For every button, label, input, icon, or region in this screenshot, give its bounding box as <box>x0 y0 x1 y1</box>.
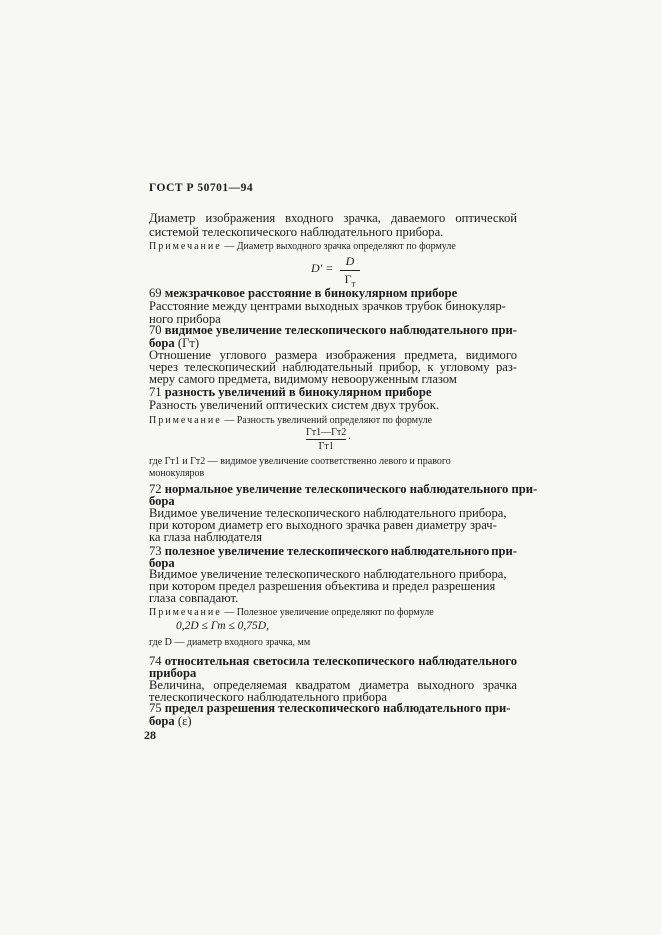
term-title-part: бора <box>149 336 175 350</box>
note-text: — Разность увеличений определяют по формуле <box>221 415 433 426</box>
term-title: предел разрешения телескопического наблюдательного при- <box>164 701 511 715</box>
definition-line: Видимое увеличение телескопического наблюдательного прибора, <box>149 506 507 520</box>
definition-line: Разность увеличений оптических систем двух трубок. <box>149 398 440 412</box>
term-title-part: светосила <box>252 654 310 668</box>
term-number: 69 <box>149 286 162 300</box>
paragraph-line: Диаметр изображения входного зрачка, даваемого оптической <box>149 211 517 225</box>
formula-denominator: $Г_т$ <box>344 272 356 289</box>
note-text: — Полезное увеличение определяют по формуле <box>221 607 434 618</box>
note-label: Примечание <box>149 607 222 618</box>
note-label: Примечание <box>149 415 222 426</box>
term-title-part: телескопического <box>313 654 415 668</box>
term-number: 71 <box>149 385 162 399</box>
note-line: где D — диаметр входного зрачка, мм <box>149 637 311 648</box>
document-header: ГОСТ Р 50701—94 <box>149 182 254 194</box>
fraction-bar <box>340 270 360 271</box>
formula-numerator: D <box>345 254 355 268</box>
term-title: межзрачковое расстояние в бинокулярном приборе <box>164 286 458 300</box>
definition-line: Отношение углового размера изображения предмета, видимого <box>149 348 517 362</box>
definition-line: ка глаза наблюдателя <box>149 530 263 544</box>
formula-lhs: D′ = <box>311 261 334 275</box>
term-number: 74 <box>149 654 162 668</box>
definition-line: Видимое увеличение телескопического наблюдательного прибора, <box>149 567 507 581</box>
note-line <box>149 240 456 253</box>
fraction-bar <box>306 439 346 440</box>
term-number: 75 <box>149 701 162 715</box>
term-70 <box>149 322 517 338</box>
term-symbol: (ε) <box>177 714 192 728</box>
formula-numerator: Гт1—Гт2 <box>306 427 347 438</box>
term-title-part: наблюдательного <box>390 544 490 558</box>
term-title: разность увеличений в бинокулярном приборе <box>164 385 432 399</box>
term-73 <box>149 543 517 559</box>
term-title: видимое увеличение <box>164 323 282 337</box>
term-title: полезное увеличение телескопического <box>164 544 389 558</box>
term-title-part: телескопического <box>284 323 387 337</box>
term-number: 73 <box>149 544 162 558</box>
term-title: нормальное увеличение телескопического наблюдательного при- <box>164 482 538 496</box>
term-72 <box>149 481 537 497</box>
definition-line: Расстояние между центрами выходных зрачков трубок бинокуляр- <box>149 299 506 313</box>
term-title-part: прибора <box>149 666 197 680</box>
formula-denominator: Гт1 <box>318 441 334 452</box>
page-number: 28 <box>144 728 156 742</box>
definition-line: ного прибора <box>149 312 221 326</box>
term-symbol: (Гт) <box>174 336 200 350</box>
term-title-part: бора <box>149 556 175 570</box>
term-title-part: бора <box>149 494 175 508</box>
definition-line: при котором диаметр его выходного зрачка равен диаметру зрач- <box>149 518 497 532</box>
note-line: где Гт1 и Гт2 — видимое увеличение соответственно левого и правого <box>149 456 451 467</box>
note-line <box>149 414 432 427</box>
term-title-part: при- <box>491 323 517 337</box>
definition-line: телескопического наблюдательного прибора <box>149 690 387 704</box>
formula-fraction <box>306 427 346 452</box>
formula-inequality: 0,2D ≤ Гт ≤ 0,75D, <box>176 620 269 632</box>
definition-line: глаза совпадают. <box>149 591 239 605</box>
term-75 <box>149 700 510 716</box>
definition-line: меру самого предмета, видимому невооруженным глазом <box>149 372 457 386</box>
term-title-part: при- <box>491 544 517 558</box>
term-number: 70 <box>149 323 162 337</box>
term-title-part: бора <box>149 714 175 728</box>
note-line <box>149 606 434 619</box>
term-title: относительная <box>164 654 250 668</box>
term-title-part: наблюдательного <box>418 654 517 668</box>
term-number: 72 <box>149 482 162 496</box>
formula-dot: . <box>348 428 351 442</box>
term-74 <box>149 653 517 669</box>
definition-line: при котором предел разрешения объектива и предел разрешения <box>149 579 496 593</box>
definition-line: Величина, определяемая квадратом диаметра выходного зрачка <box>149 678 517 692</box>
note-line: монокуляров <box>149 468 205 479</box>
formula-fraction <box>340 254 360 288</box>
definition-line: через телескопический наблюдательный прибор, к угловому раз- <box>149 360 517 374</box>
note-text: — Диаметр выходного зрачка определяют по формуле <box>221 241 456 252</box>
paragraph-line: системой телескопического наблюдательного прибора. <box>149 225 444 239</box>
note-label: Примечание <box>149 241 222 252</box>
term-title-part: наблюдательного <box>389 323 489 337</box>
term-75-cont <box>149 713 192 729</box>
